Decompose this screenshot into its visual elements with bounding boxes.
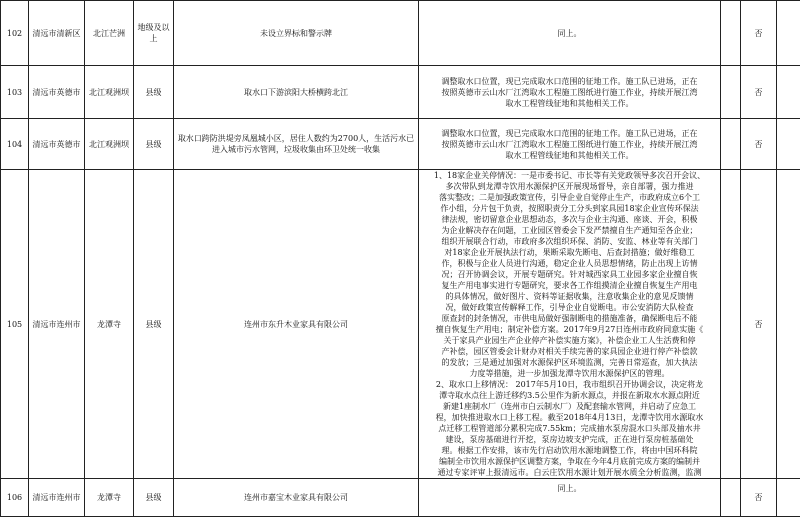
level-cell: 县级 [134,66,174,119]
region-cell: 清远市英德市 [29,119,85,170]
progress-line: 落实整改；二是加强政策宣传，引导企业自觉停止生产，市政府成立6个工 [421,192,718,203]
progress-line: 组织开展联合行动，市政府多次组织环保、消防、安监、林业等有关部门 [421,236,718,247]
progress-line: 产补偿，园区管委会计财办对相关手续完善的家具园企业进行停产补偿款 [421,346,718,357]
progress-cell [419,1,721,66]
table-row [1,479,800,517]
progress-text [421,76,718,109]
level-cell: 县级 [134,119,174,170]
water-source-cell: 北江芒洲 [85,1,134,66]
flag-cell: 否 [741,170,777,479]
table-row [1,1,800,66]
progress-line: 按照英德市云山水厂江湾取水工程施工图纸进行施工作业，持续开展江湾 [421,139,718,150]
row-number: 102 [1,1,29,66]
issue-cell: 连州市嘉宝木业家具有限公司 [174,479,419,517]
progress-cell [419,66,721,119]
progress-line: 新建1座制水厂（连州市白云制水厂）及配套输水管网，并启动了应急工 [421,401,718,412]
blank-cell [721,1,741,66]
progress-line: 同上。 [421,28,718,39]
level-cell: 地级及以上 [134,1,174,66]
progress-line: 擅自恢复生产用电；制定补偿方案。2017年9月27日连州市政府同意实施《 [421,324,718,335]
blank-cell [721,170,741,479]
level-cell: 县级 [134,170,174,479]
progress-line: 潭寺取水点往上游迁移约3.5公里作为新水源点，并报在新取水水源点附近 [421,390,718,401]
progress-line: 编制全市饮用水源保护区调整方案，争取在今年4月底前完成方案的编制并 [421,456,718,467]
region-cell: 清远市连州市 [29,170,85,479]
row-number: 105 [1,170,29,479]
progress-cell [419,170,721,479]
blank-cell [777,170,800,479]
progress-line: 的具体情况，做好图片、资料等证据收集，注意收集企业的意见反馈情 [421,291,718,302]
progress-line: 律法规，密切留意企业思想动态，多次与企业主沟通、座谈、开会，积极 [421,214,718,225]
row-number: 106 [1,479,29,517]
progress-line: 同上。 [421,483,718,494]
issue-cell: 取水口下游滨阳大桥横跨北江 [174,66,419,119]
progress-line: 况；召开协调会议，开展专题研究。针对城西家具工业园多家企业擅自恢 [421,269,718,280]
issue-cell: 取水口跨防洪堤旁凤凰城小区，居住人数约为2700人，生活污水已进入城市污水管网，垃圾收集由环卫处统一收集 [174,119,419,170]
progress-line: 为企业解决存在问题，工业园区管委会下发严禁擅自生产通知至各企业； [421,225,718,236]
blank-cell [721,119,741,170]
blank-cell [777,1,800,66]
progress-line: 2、取水口上移情况： 2017年5月10日，我市组织召开协调会议，决定将龙 [421,379,718,390]
progress-line: 复生产用电事实进行专题研究，要求各工作组摸清企业擅自恢复生产用电 [421,280,718,291]
progress-line: 点迁移工程管道部分累积完成7.55km；完成抽水泵房混水口头部及抽水井 [421,423,718,434]
progress-line: 取水工程管线征地和其他相关工作。 [421,150,718,161]
progress-line: 调整取水口位置，现已完成取水口范围的征地工作。施工队已进场，正在 [421,128,718,139]
water-source-cell: 龙潭寺 [85,170,134,479]
region-cell: 清远市清新区 [29,1,85,66]
progress-line: 况，做好政策宣传解释工作，引导企业自觉断电。市公安消防大队检查 [421,302,718,313]
progress-line: 作小组，分片包干负责，按照职责分工分头到家具园18家企业宣传环保法 [421,203,718,214]
progress-line: 多次带队到龙潭寺饮用水源保护区开展现场督导，亲自部署，强力推进 [421,181,718,192]
progress-line: 对18家企业开展执法行动，果断采取先断电、后查封措施；做好维稳工 [421,247,718,258]
blank-cell [777,119,800,170]
progress-line: 按照英德市云山水厂江湾取水工程施工图纸进行施工作业，持续开展江湾 [421,87,718,98]
table-row [1,119,800,170]
progress-line: 1、18家企业关停情况：一是市委书记、市长等有关党政领导多次召开会议、 [421,170,718,181]
table-row [1,66,800,119]
level-cell: 县级 [134,479,174,517]
progress-line: 原查封的封条情况，市供电局做好强制断电的措施准备，确保断电后不能 [421,313,718,324]
table-row [1,170,800,479]
blank-cell [721,66,741,119]
progress-line: 建设，泵房基础进行开挖，泵房边坡支护完成，正在进行泵房桩基础处 [421,434,718,445]
issue-cell: 未设立界标和警示牌 [174,1,419,66]
progress-line: 通过专家评审上报清远市。白云庄饮用水源计划开展水质全分析监测，监测 [421,467,718,478]
progress-line: 的发放；三是通过加强对水源保护区环境监测，完善日常巡查，加大执法 [421,357,718,368]
blank-cell [777,66,800,119]
progress-line: 作，积极与企业人员进行沟通，稳定企业人员思想情绪，防止出现上访情 [421,258,718,269]
progress-cell [419,119,721,170]
blank-cell [777,479,800,517]
progress-text [421,128,718,161]
progress-line: 力度等措施，进一步加强龙潭寺饮用水源保护区的管理。 [421,368,718,379]
progress-line: 程，加快推进取水口上移工程。截至2018年4月13日，龙潭寺饮用水源取水 [421,412,718,423]
row-number: 104 [1,119,29,170]
progress-line: 调整取水口位置，现已完成取水口范围的征地工作。施工队已进场，正在 [421,76,718,87]
flag-cell: 否 [741,1,777,66]
progress-cell [419,479,721,517]
progress-line: 关于家具产业园生产企业停产补偿实施方案》，补偿企业工人生活费和停 [421,335,718,346]
water-source-cell: 北江观洲坝 [85,119,134,170]
progress-text [421,483,718,494]
row-number: 103 [1,66,29,119]
progress-text [421,170,718,478]
flag-cell: 否 [741,119,777,170]
blank-cell [721,479,741,517]
flag-cell: 否 [741,479,777,517]
region-cell: 清远市英德市 [29,66,85,119]
progress-text [421,28,718,39]
progress-line: 取水工程管线征地和其他相关工作。 [421,98,718,109]
region-cell: 清远市连州市 [29,479,85,517]
flag-cell: 否 [741,66,777,119]
water-source-cell: 龙潭寺 [85,479,134,517]
issue-cell: 连州市东升木业家具有限公司 [174,170,419,479]
progress-line: 理。根据工作安排，该市先行启动饮用水源地调整工作，将由中国环科院 [421,445,718,456]
water-source-cell: 北江观洲坝 [85,66,134,119]
